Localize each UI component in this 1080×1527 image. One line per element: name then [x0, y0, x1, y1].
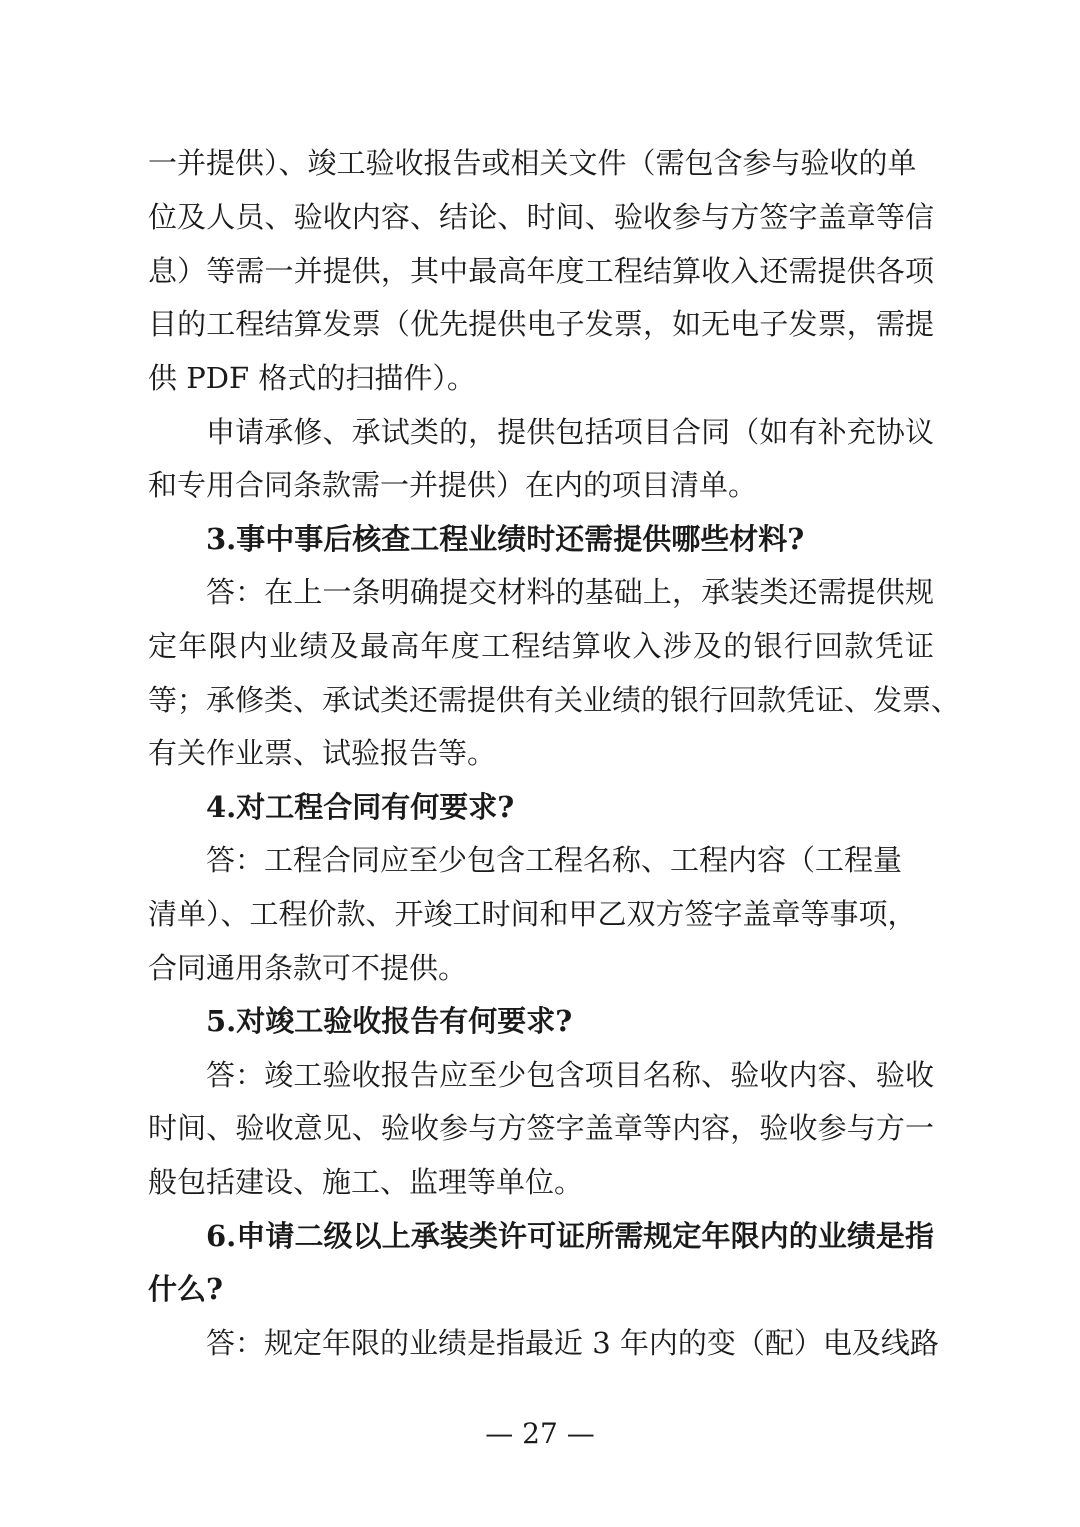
text-line: 答：工程合同应至少包含工程名称、工程内容（工程量 — [206, 843, 903, 877]
text-line: 位及人员、验收内容、结论、时间、验收参与方签字盖章等信 — [148, 200, 934, 234]
text-line: 等；承修类、承试类还需提供有关业绩的银行回款凭证、发票、 — [148, 683, 961, 717]
question-heading-4: 4.对工程合同有何要求? — [206, 790, 515, 824]
text-line: 供 PDF 格式的扫描件）。 — [148, 361, 476, 395]
question-heading-6: 6.申请二级以上承装类许可证所需规定年限内的业绩是指 — [206, 1219, 934, 1253]
question-heading-6-cont: 什么? — [148, 1272, 223, 1306]
text-line: 时间、验收意见、验收参与方签字盖章等内容，验收参与方一 — [148, 1111, 934, 1145]
text-line: 申请承修、承试类的，提供包括项目合同（如有补充协议 — [206, 415, 934, 449]
text-line: 合同通用条款可不提供。 — [148, 951, 468, 985]
text-line: 答：在上一条明确提交材料的基础上，承装类还需提供规 — [206, 575, 934, 609]
text-line: 般包括建设、施工、监理等单位。 — [148, 1165, 584, 1199]
text-line: 目的工程结算发票（优先提供电子发票，如无电子发票，需提 — [148, 307, 934, 341]
text-line: 答：规定年限的业绩是指最近 3 年内的变（配）电及线路 — [206, 1326, 939, 1360]
text-line: 有关作业票、试验报告等。 — [148, 736, 497, 770]
text-line: 定年限内业绩及最高年度工程结算收入涉及的银行回款凭证 — [148, 629, 934, 663]
page-number: — 27 — — [485, 1417, 595, 1450]
text-line: 答：竣工验收报告应至少包含项目名称、验收内容、验收 — [206, 1058, 934, 1092]
text-line: 和专用合同条款需一并提供）在内的项目清单。 — [148, 468, 758, 502]
text-line: 一并提供）、竣工验收报告或相关文件（需包含参与验收的单 — [148, 146, 917, 180]
question-heading-3: 3.事中事后核查工程业绩时还需提供哪些材料? — [206, 522, 805, 556]
text-line: 清单）、工程价款、开竣工时间和甲乙双方签字盖章等事项， — [148, 897, 917, 931]
text-line: 息）等需一并提供，其中最高年度工程结算收入还需提供各项 — [148, 254, 934, 288]
question-heading-5: 5.对竣工验收报告有何要求? — [206, 1004, 573, 1038]
